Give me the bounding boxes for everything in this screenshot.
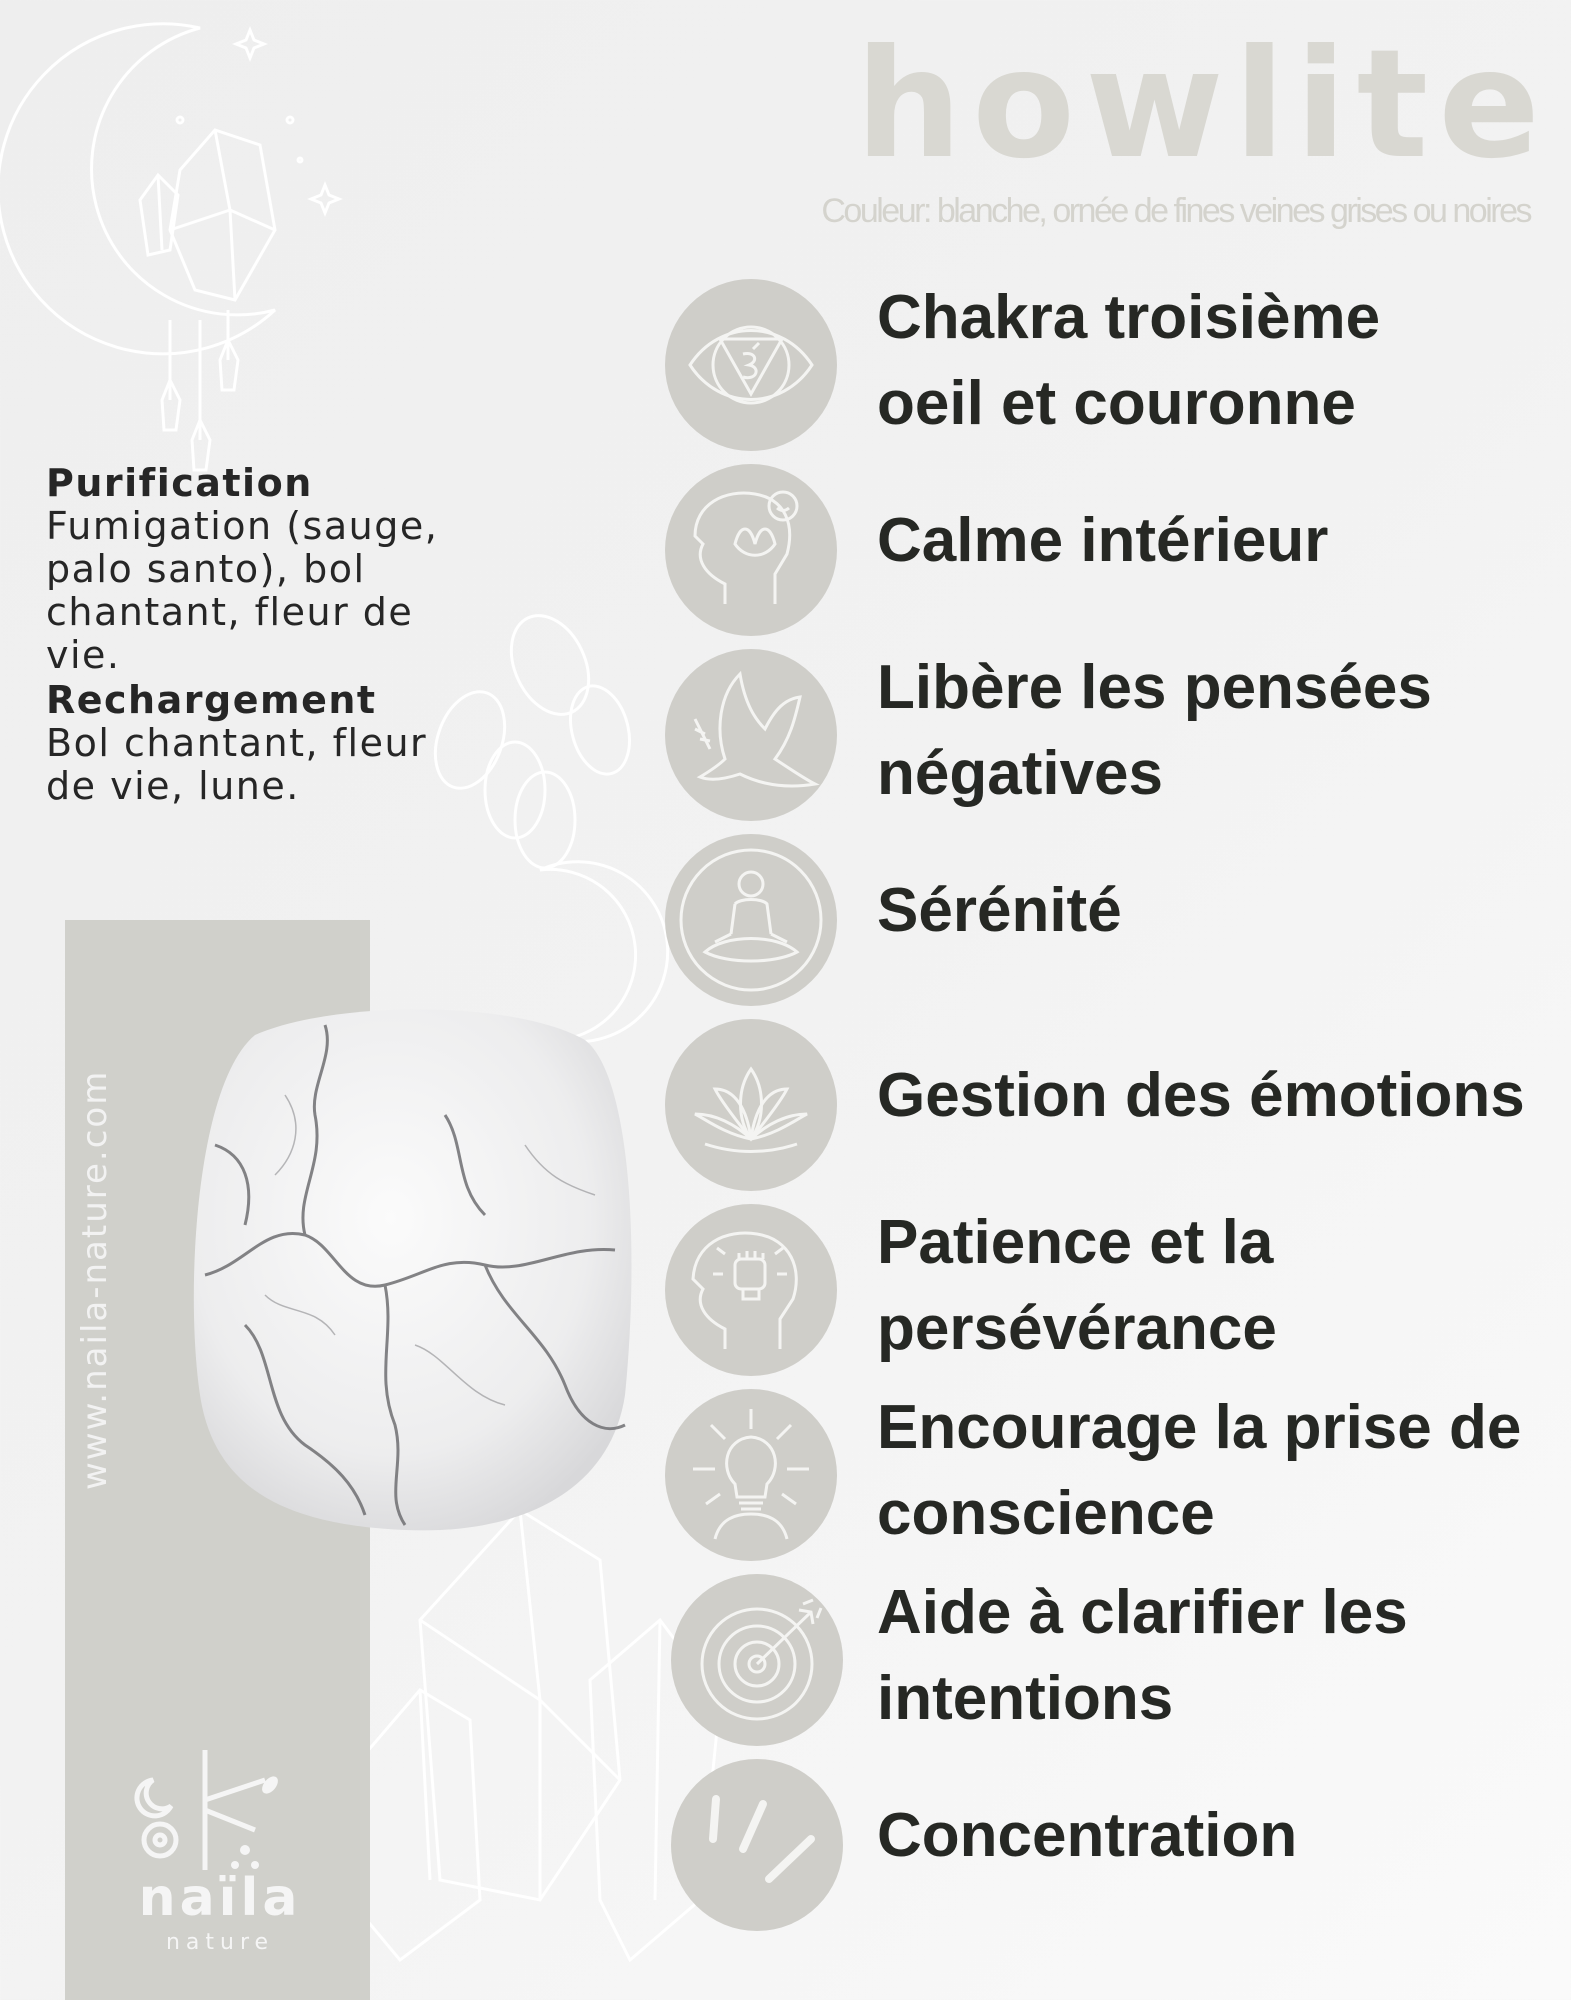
property-item — [665, 1570, 1545, 1750]
property-label: Chakra troisième oeil et couronne — [877, 283, 1381, 438]
property-item — [665, 1200, 1545, 1380]
property-label: Calme intérieur — [877, 506, 1329, 575]
crystal-icon — [170, 130, 275, 300]
property-item — [665, 830, 1545, 1010]
meditation-icon — [665, 834, 837, 1006]
lightbulb-person-icon — [665, 1389, 837, 1561]
lotus-icon — [665, 1019, 837, 1191]
property-item — [665, 460, 1545, 640]
fist-head-icon — [665, 1204, 837, 1376]
moon-icon — [0, 24, 275, 354]
property-item — [665, 1755, 1545, 1935]
dove-icon — [665, 649, 837, 821]
focus-lines-icon — [671, 1759, 843, 1931]
brand-subtitle: nature — [165, 1930, 275, 1955]
recharge-text: Bol chantant, fleur de vie, lune. — [46, 721, 428, 808]
care-instructions — [46, 462, 446, 808]
page-subtitle: Couleur: blanche, ornée de fines veines grises ou noires — [821, 192, 1530, 230]
page-title: howlite — [855, 18, 1550, 192]
recharge-heading: Rechargement — [46, 678, 377, 722]
howlite-stone-image — [185, 995, 640, 1535]
property-label: Gestion des émotions — [877, 1061, 1525, 1130]
third-eye-chakra-icon — [665, 279, 837, 451]
property-label: Libère les pensées négatives — [877, 653, 1432, 808]
property-label: Sérénité — [877, 876, 1122, 945]
property-label: Encourage la prise de conscience — [877, 1393, 1522, 1548]
purification-heading: Purification — [46, 461, 313, 505]
purification-text: Fumigation (sauge, palo santo), bol chantant, fleur de vie. — [46, 504, 439, 677]
property-label: Patience et la persévérance — [877, 1208, 1277, 1363]
property-item — [665, 1015, 1545, 1195]
website-link[interactable]: www.naila-nature.com — [75, 1069, 115, 1490]
target-icon — [671, 1574, 843, 1746]
calm-head-icon — [665, 464, 837, 636]
property-label: Aide à clarifier les intentions — [877, 1578, 1408, 1733]
property-item — [665, 275, 1545, 455]
brand-name: naïla — [138, 1868, 302, 1928]
property-item — [665, 645, 1545, 825]
property-label: Concentration — [877, 1801, 1298, 1870]
property-item — [665, 1385, 1545, 1565]
